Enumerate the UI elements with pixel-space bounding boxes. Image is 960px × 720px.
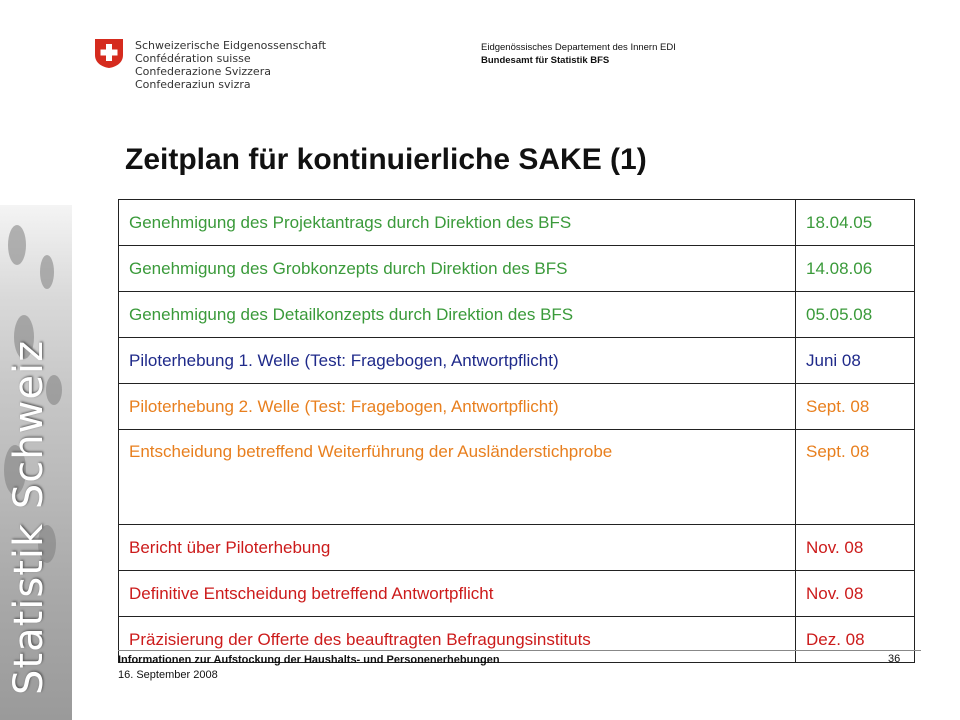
date-cell: 05.05.08	[796, 292, 915, 338]
footer-divider	[118, 650, 921, 651]
schedule-table	[118, 199, 915, 663]
department-name: Eidgenössisches Departement des Innern EDI	[481, 42, 676, 53]
confederation-name-rm: Confederaziun svizra	[135, 78, 251, 91]
task-cell: Piloterhebung 1. Welle (Test: Fragebogen, Antwortpflicht)	[119, 338, 796, 384]
date-cell: Sept. 08	[796, 384, 915, 430]
task-cell: Entscheidung betreffend Weiterführung der Ausländerstichprobe	[119, 430, 796, 525]
task-cell: Genehmigung des Grobkonzepts durch Direktion des BFS	[119, 246, 796, 292]
task-cell: Bericht über Piloterhebung	[119, 525, 796, 571]
date-cell: 18.04.05	[796, 200, 915, 246]
table-row	[119, 246, 915, 292]
task-cell: Definitive Entscheidung betreffend Antwortpflicht	[119, 571, 796, 617]
date-cell: 14.08.06	[796, 246, 915, 292]
task-cell: Piloterhebung 2. Welle (Test: Fragebogen, Antwortpflicht)	[119, 384, 796, 430]
table-row	[119, 525, 915, 571]
table-row	[119, 200, 915, 246]
department-block	[481, 41, 676, 67]
date-cell: Sept. 08	[796, 430, 915, 525]
table-row	[119, 430, 915, 525]
confederation-name-de: Schweizerische Eidgenossenschaft	[135, 39, 327, 52]
table-row	[119, 571, 915, 617]
date-cell: Dez. 08	[796, 617, 915, 663]
office-name: Bundesamt für Statistik BFS	[481, 55, 610, 66]
table-row	[119, 338, 915, 384]
footer-info	[118, 653, 500, 683]
page-number: 36	[888, 653, 901, 665]
confederation-name-it: Confederazione Svizzera	[135, 65, 271, 78]
table-row	[119, 292, 915, 338]
swiss-cross-logo	[93, 37, 125, 69]
task-cell: Genehmigung des Projektantrags durch Direktion des BFS	[119, 200, 796, 246]
date-cell: Nov. 08	[796, 571, 915, 617]
table-row	[119, 384, 915, 430]
task-cell: Präzisierung der Offerte des beauftragten Befragungsinstituts	[119, 617, 796, 663]
presentation-date: 16. September 2008	[118, 669, 218, 681]
task-cell: Genehmigung des Detailkonzepts durch Direktion des BFS	[119, 292, 796, 338]
confederation-name-fr: Confédération suisse	[135, 52, 251, 65]
slide-title: Zeitplan für kontinuierliche SAKE (1)	[125, 143, 647, 176]
date-cell: Juni 08	[796, 338, 915, 384]
presentation-title: Informationen zur Aufstockung der Haushalts- und Personenerhebungen	[118, 654, 500, 666]
confederation-names	[135, 39, 326, 91]
side-wordmark: Statistik Schweiz	[6, 339, 52, 695]
date-cell: Nov. 08	[796, 525, 915, 571]
